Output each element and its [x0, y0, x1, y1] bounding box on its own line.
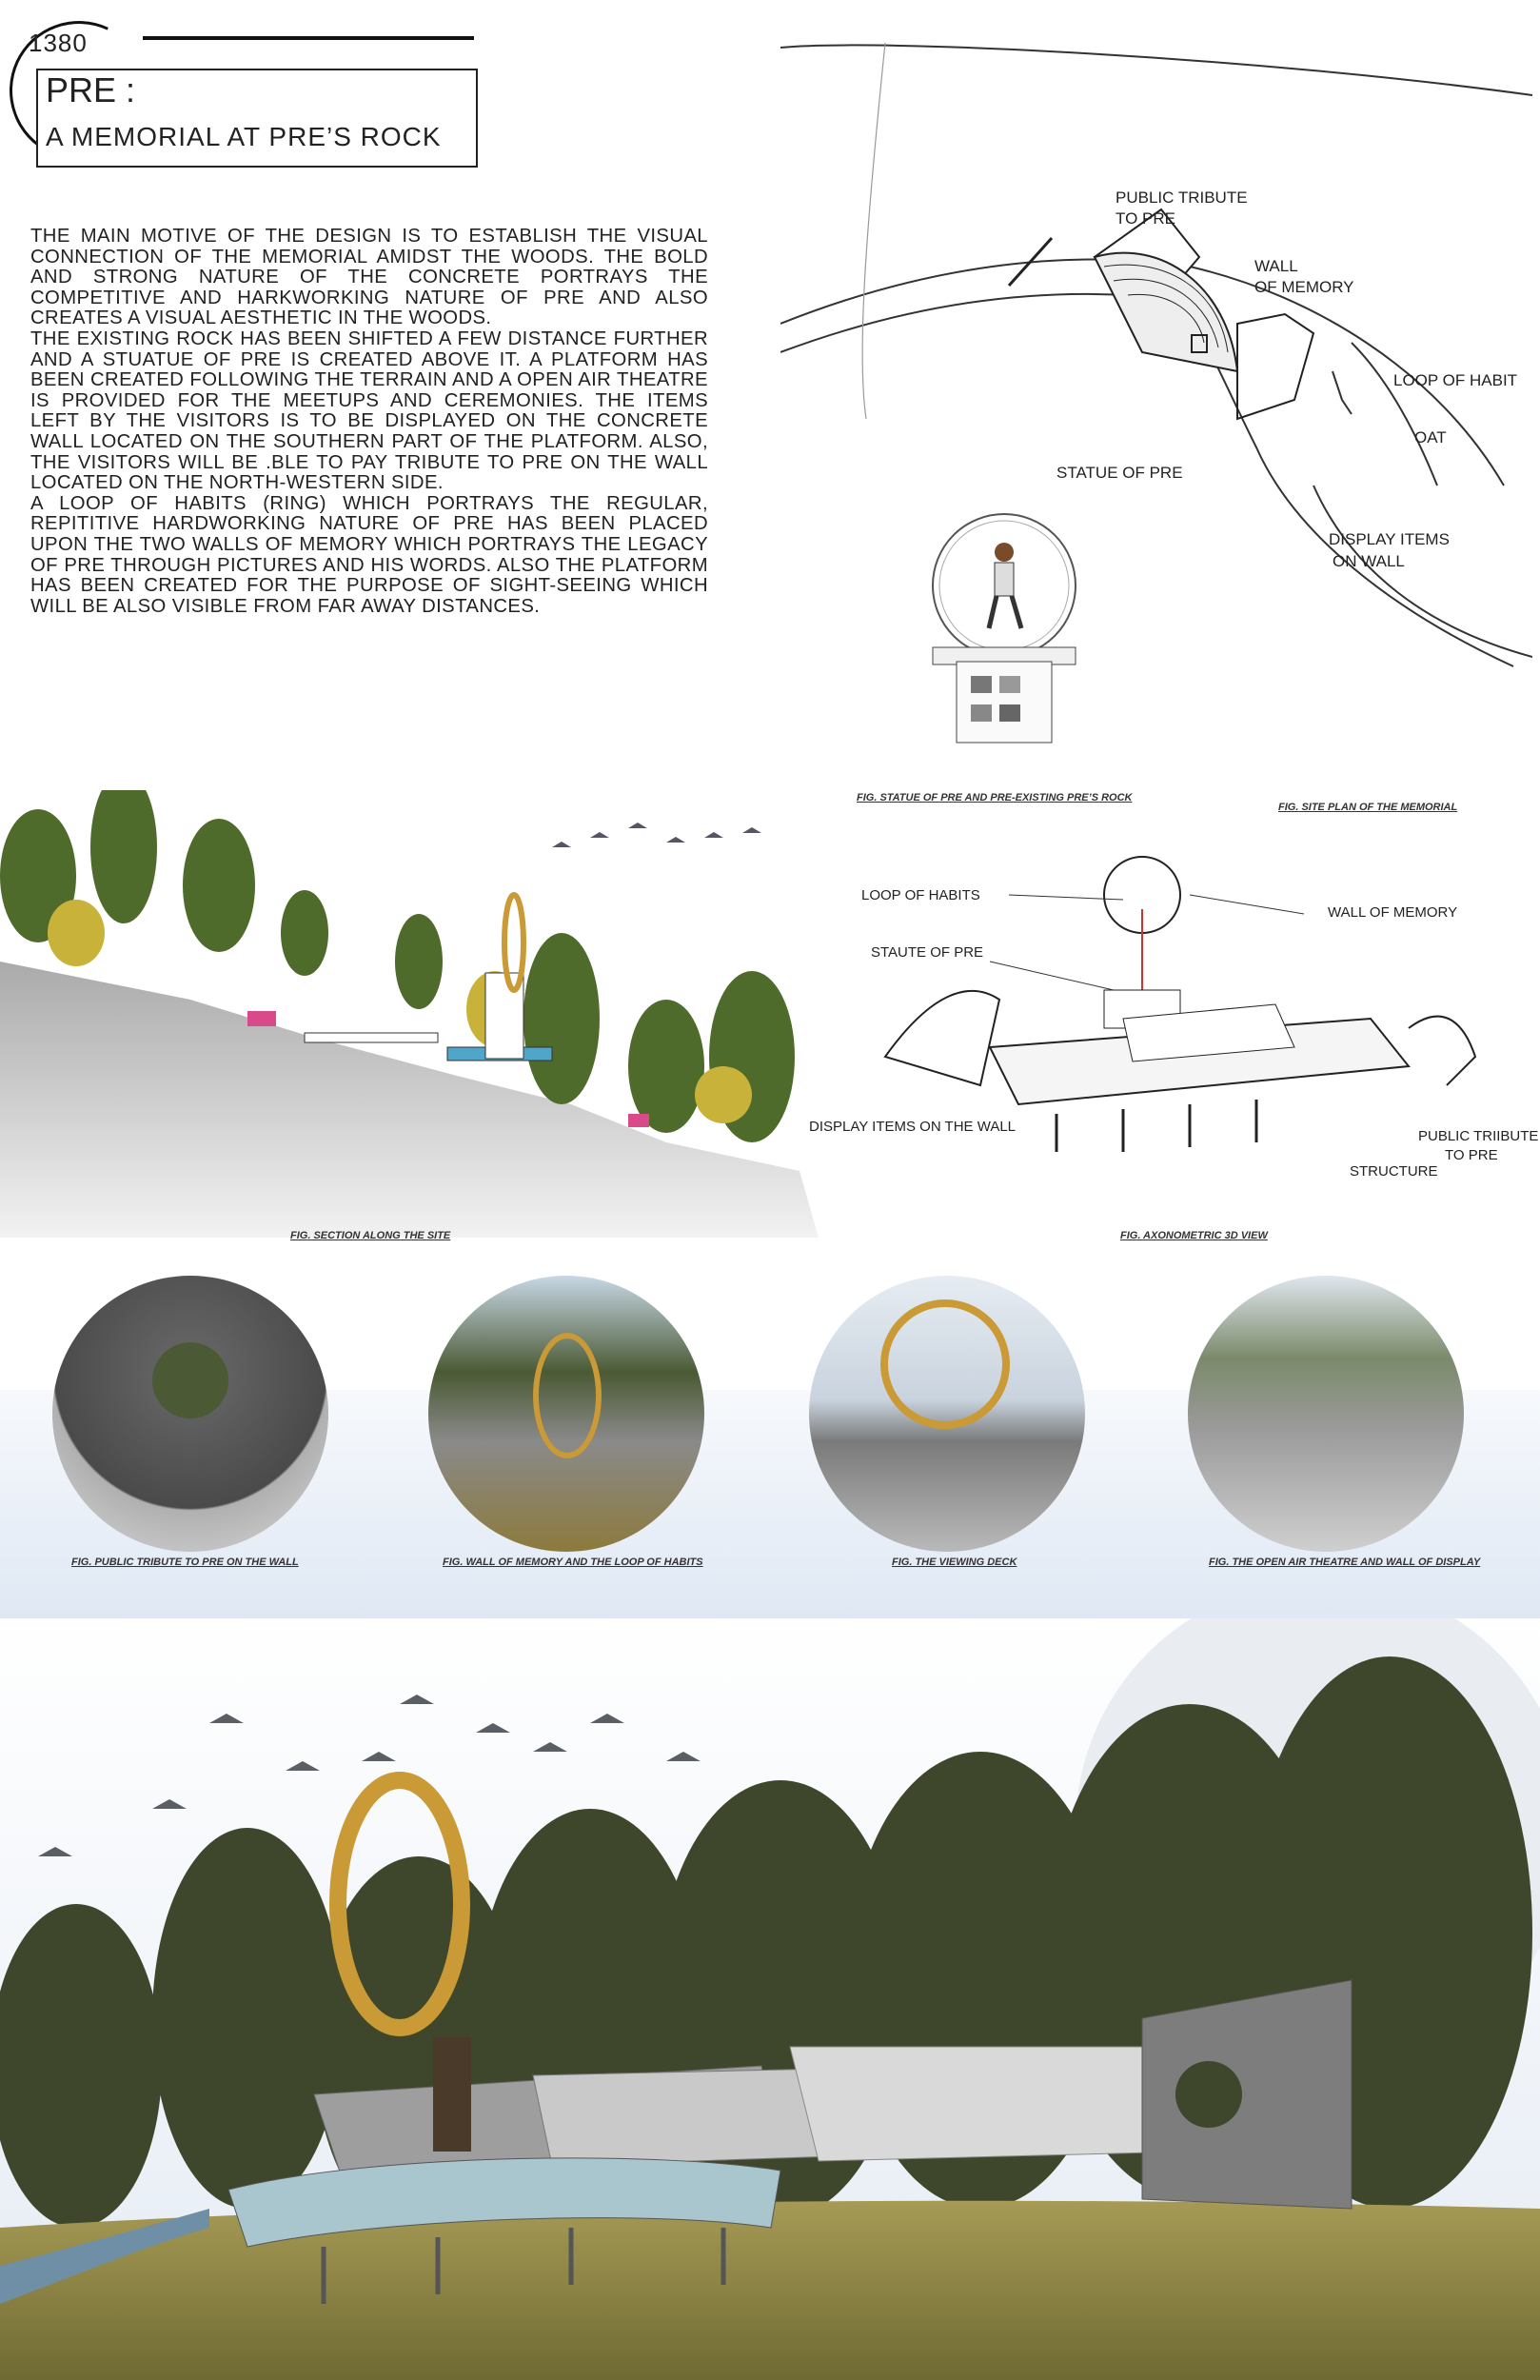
label-structure: STRUCTURE: [1350, 1163, 1438, 1180]
label-public-tribute-axo-2: TO PRE: [1445, 1147, 1498, 1163]
description: [30, 227, 708, 617]
label-wall-memory-2: OF MEMORY: [1254, 278, 1354, 296]
caption-axonometric: FIG. AXONOMETRIC 3D VIEW: [1120, 1230, 1268, 1241]
view-public-tribute: [52, 1276, 328, 1552]
view-open-air-theatre: [1188, 1276, 1464, 1552]
label-oat: OAT: [1414, 428, 1447, 446]
caption-view-1: FIG. PUBLIC TRIBUTE TO PRE ON THE WALL: [71, 1557, 299, 1568]
label-public-tribute-2: TO PRE: [1116, 209, 1175, 228]
label-display: DISPLAY ITEMS: [1329, 530, 1450, 548]
label-wall-of-memory: WALL OF MEMORY: [1328, 904, 1458, 921]
description-paragraph-3: A LOOP OF HABITS (RING) WHICH PORTRAYS THE REGULAR, REPITITIVE HARDWORKING NATURE OF PRE HAS BEEN PLACED UPON THE TWO WALLS OF MEMORY WHICH PORTRAYS THE LEGACY OF PRE THROUGH PICTURES AND HIS WORDS. ALSO THE PLATFORM HAS BEEN CREATED FOR THE PURPOSE OF SIGHT-SEEING WHICH WILL BE ALSO VISIBLE FROM FAR AWAY DISTANCES.: [30, 492, 708, 617]
label-public-tribute-axo: PUBLIC TRIIBUTE: [1418, 1128, 1539, 1144]
description-paragraph-1: THE MAIN MOTIVE OF THE DESIGN IS TO ESTABLISH THE VISUAL CONNECTION OF THE MEMORIAL AMIDST THE WOODS. THE BOLD AND STRONG NATURE OF THE CONCRETE PORTRAYS THE COMPETITIVE AND HARKWORKING NATURE OF PRE AND ALSO CREATES A VISUAL AESTHETIC IN THE WOODS.: [30, 226, 708, 329]
caption-view-3: FIG. THE VIEWING DECK: [892, 1557, 1017, 1568]
caption-site-plan: FIG. SITE PLAN OF THE MEMORIAL: [1278, 802, 1458, 813]
view-viewing-deck: [809, 1276, 1085, 1552]
label-public-tribute: PUBLIC TRIBUTE: [1116, 188, 1248, 207]
statue-illustration: [890, 509, 1118, 747]
ring-icon: [533, 1333, 602, 1458]
ring-icon: [880, 1299, 1010, 1429]
header-rule: [143, 36, 474, 40]
entry-number: 1380: [29, 29, 88, 57]
perspective-render: [0, 1618, 1540, 2380]
caption-view-2: FIG. WALL OF MEMORY AND THE LOOP OF HABITS: [443, 1557, 703, 1568]
label-display-2: ON WALL: [1333, 552, 1405, 570]
label-statue: STATUE OF PRE: [1056, 464, 1183, 482]
wall-opening: [152, 1342, 228, 1418]
page-title: PRE :: [46, 70, 136, 109]
view-wall-of-memory: [428, 1276, 704, 1552]
caption-section: FIG. SECTION ALONG THE SITE: [290, 1230, 451, 1241]
label-wall-memory: WALL: [1254, 257, 1298, 275]
caption-statue: FIG. STATUE OF PRE AND PRE-EXISTING PRE’S ROCK: [857, 792, 1133, 803]
description-paragraph-2: THE EXISTING ROCK HAS BEEN SHIFTED A FEW DISTANCE FURTHER AND A STUATUE OF PRE IS CREATED ABOVE IT. A PLATFORM HAS BEEN CREATED FOLLOWING THE TERRAIN AND A OPEN AIR THEATRE IS PROVIDED FOR THE MEETUPS AND CEREMONIES. THE ITEMS LEFT BY THE VISITORS IS TO BE DISPLAYED ON THE CONCRETE WALL LOCATED ON THE SOUTHERN PART OF THE PLATFORM. ALSO, THE VISITORS WILL BE .BLE TO PAY TRIBUTE TO PRE ON THE WALL LOCATED ON THE NORTH-WESTERN SIDE.: [30, 327, 708, 494]
page-subtitle: A MEMORIAL AT PRE’S ROCK: [46, 122, 442, 151]
label-loop-habit: LOOP OF HABIT: [1393, 371, 1518, 389]
label-statue-of-pre: STAUTE OF PRE: [871, 944, 984, 961]
caption-view-4: FIG. THE OPEN AIR THEATRE AND WALL OF DISPLAY: [1209, 1557, 1481, 1568]
label-loop-of-habits: LOOP OF HABITS: [861, 887, 980, 903]
label-display-items: DISPLAY ITEMS ON THE WALL: [809, 1119, 1017, 1135]
section-drawing: [0, 790, 838, 1238]
